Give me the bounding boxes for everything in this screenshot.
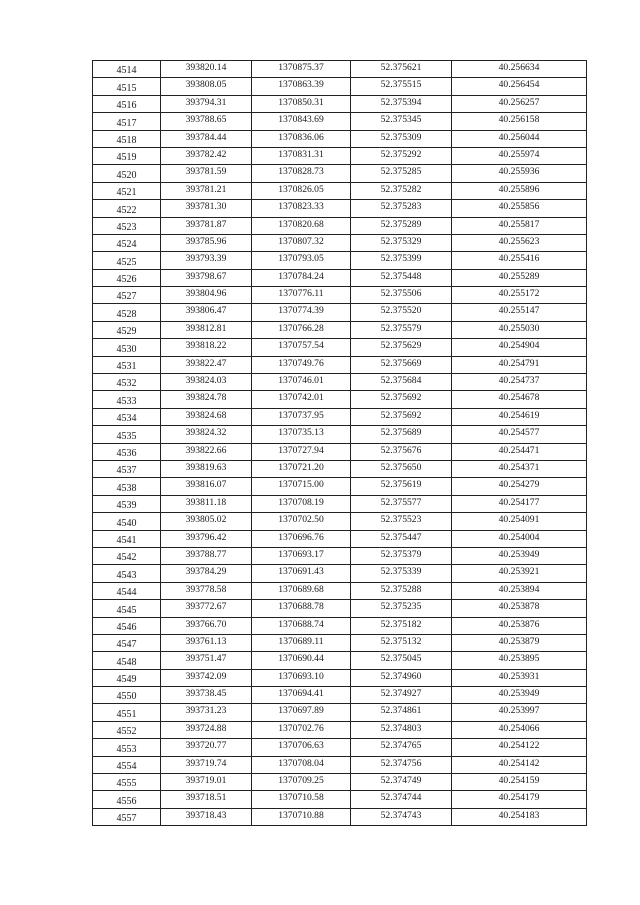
longitude-cell: 40.253895 [452, 652, 587, 669]
longitude-cell: 40.253876 [452, 617, 587, 634]
point-number-cell: 4523 [93, 217, 161, 234]
y-coordinate-cell: 1370721.20 [252, 460, 351, 477]
x-coordinate-cell: 393784.44 [161, 130, 252, 147]
y-coordinate-cell: 1370735.13 [252, 426, 351, 443]
table-row [93, 443, 587, 460]
x-coordinate-cell: 393796.42 [161, 530, 252, 547]
table-row [93, 78, 587, 95]
latitude-cell: 52.374960 [351, 669, 452, 686]
longitude-cell: 40.254791 [452, 356, 587, 373]
table-row [93, 287, 587, 304]
point-number-cell: 4533 [93, 391, 161, 408]
point-number-cell: 4557 [93, 808, 161, 825]
point-number-cell: 4525 [93, 252, 161, 269]
y-coordinate-cell: 1370757.54 [252, 339, 351, 356]
y-coordinate-cell: 1370702.50 [252, 513, 351, 530]
point-number-cell: 4552 [93, 721, 161, 738]
latitude-cell: 52.375520 [351, 304, 452, 321]
latitude-cell: 52.375676 [351, 443, 452, 460]
table-row [93, 113, 587, 130]
table-row [93, 582, 587, 599]
y-coordinate-cell: 1370710.88 [252, 808, 351, 825]
y-coordinate-cell: 1370693.17 [252, 547, 351, 564]
latitude-cell: 52.374749 [351, 774, 452, 791]
y-coordinate-cell: 1370742.01 [252, 391, 351, 408]
longitude-cell: 40.255896 [452, 182, 587, 199]
x-coordinate-cell: 393719.74 [161, 756, 252, 773]
y-coordinate-cell: 1370826.05 [252, 182, 351, 199]
y-coordinate-cell: 1370688.78 [252, 600, 351, 617]
longitude-cell: 40.254066 [452, 721, 587, 738]
x-coordinate-cell: 393804.96 [161, 287, 252, 304]
latitude-cell: 52.375689 [351, 426, 452, 443]
table-row [93, 739, 587, 756]
longitude-cell: 40.255623 [452, 234, 587, 251]
latitude-cell: 52.375292 [351, 147, 452, 164]
table-row [93, 339, 587, 356]
table-row [93, 530, 587, 547]
point-number-cell: 4520 [93, 165, 161, 182]
x-coordinate-cell: 393724.88 [161, 721, 252, 738]
x-coordinate-cell: 393782.42 [161, 147, 252, 164]
table-row [93, 774, 587, 791]
table-row [93, 61, 587, 78]
latitude-cell: 52.375523 [351, 513, 452, 530]
table-row [93, 217, 587, 234]
table-row [93, 95, 587, 112]
point-number-cell: 4539 [93, 495, 161, 512]
point-number-cell: 4530 [93, 339, 161, 356]
point-number-cell: 4521 [93, 182, 161, 199]
latitude-cell: 52.375329 [351, 234, 452, 251]
longitude-cell: 40.256044 [452, 130, 587, 147]
x-coordinate-cell: 393784.29 [161, 565, 252, 582]
point-number-cell: 4554 [93, 756, 161, 773]
table-row [93, 756, 587, 773]
y-coordinate-cell: 1370708.19 [252, 495, 351, 512]
table-row [93, 130, 587, 147]
point-number-cell: 4514 [93, 61, 161, 78]
longitude-cell: 40.253894 [452, 582, 587, 599]
table-row [93, 321, 587, 338]
y-coordinate-cell: 1370807.32 [252, 234, 351, 251]
table-row [93, 304, 587, 321]
y-coordinate-cell: 1370694.41 [252, 687, 351, 704]
table-row [93, 269, 587, 286]
point-number-cell: 4529 [93, 321, 161, 338]
table-row [93, 460, 587, 477]
point-number-cell: 4541 [93, 530, 161, 547]
x-coordinate-cell: 393816.07 [161, 478, 252, 495]
y-coordinate-cell: 1370766.28 [252, 321, 351, 338]
x-coordinate-cell: 393720.77 [161, 739, 252, 756]
point-number-cell: 4543 [93, 565, 161, 582]
longitude-cell: 40.255974 [452, 147, 587, 164]
x-coordinate-cell: 393781.87 [161, 217, 252, 234]
longitude-cell: 40.253997 [452, 704, 587, 721]
latitude-cell: 52.375282 [351, 182, 452, 199]
x-coordinate-cell: 393824.78 [161, 391, 252, 408]
y-coordinate-cell: 1370689.11 [252, 634, 351, 651]
x-coordinate-cell: 393772.67 [161, 600, 252, 617]
latitude-cell: 52.375669 [351, 356, 452, 373]
longitude-cell: 40.254091 [452, 513, 587, 530]
y-coordinate-cell: 1370850.31 [252, 95, 351, 112]
x-coordinate-cell: 393798.67 [161, 269, 252, 286]
x-coordinate-cell: 393808.05 [161, 78, 252, 95]
latitude-cell: 52.375619 [351, 478, 452, 495]
latitude-cell: 52.375394 [351, 95, 452, 112]
y-coordinate-cell: 1370774.39 [252, 304, 351, 321]
x-coordinate-cell: 393781.59 [161, 165, 252, 182]
table-row [93, 356, 587, 373]
y-coordinate-cell: 1370776.11 [252, 287, 351, 304]
latitude-cell: 52.375448 [351, 269, 452, 286]
coordinates-table [92, 60, 587, 826]
x-coordinate-cell: 393793.39 [161, 252, 252, 269]
x-coordinate-cell: 393824.03 [161, 374, 252, 391]
y-coordinate-cell: 1370696.76 [252, 530, 351, 547]
y-coordinate-cell: 1370708.04 [252, 756, 351, 773]
latitude-cell: 52.375515 [351, 78, 452, 95]
longitude-cell: 40.254183 [452, 808, 587, 825]
point-number-cell: 4550 [93, 687, 161, 704]
x-coordinate-cell: 393820.14 [161, 61, 252, 78]
x-coordinate-cell: 393822.66 [161, 443, 252, 460]
table-row [93, 808, 587, 825]
x-coordinate-cell: 393766.70 [161, 617, 252, 634]
point-number-cell: 4551 [93, 704, 161, 721]
point-number-cell: 4544 [93, 582, 161, 599]
latitude-cell: 52.374861 [351, 704, 452, 721]
y-coordinate-cell: 1370784.24 [252, 269, 351, 286]
longitude-cell: 40.255289 [452, 269, 587, 286]
x-coordinate-cell: 393718.51 [161, 791, 252, 808]
latitude-cell: 52.375621 [351, 61, 452, 78]
x-coordinate-cell: 393788.77 [161, 547, 252, 564]
point-number-cell: 4516 [93, 95, 161, 112]
longitude-cell: 40.254904 [452, 339, 587, 356]
y-coordinate-cell: 1370828.73 [252, 165, 351, 182]
point-number-cell: 4536 [93, 443, 161, 460]
point-number-cell: 4547 [93, 634, 161, 651]
table-row [93, 234, 587, 251]
y-coordinate-cell: 1370737.95 [252, 408, 351, 425]
longitude-cell: 40.253931 [452, 669, 587, 686]
x-coordinate-cell: 393794.31 [161, 95, 252, 112]
x-coordinate-cell: 393781.21 [161, 182, 252, 199]
table-row [93, 147, 587, 164]
latitude-cell: 52.375579 [351, 321, 452, 338]
point-number-cell: 4553 [93, 739, 161, 756]
y-coordinate-cell: 1370727.94 [252, 443, 351, 460]
longitude-cell: 40.256158 [452, 113, 587, 130]
latitude-cell: 52.374743 [351, 808, 452, 825]
x-coordinate-cell: 393822.47 [161, 356, 252, 373]
latitude-cell: 52.375045 [351, 652, 452, 669]
longitude-cell: 40.254471 [452, 443, 587, 460]
longitude-cell: 40.254122 [452, 739, 587, 756]
coordinates-table-body [93, 61, 587, 826]
y-coordinate-cell: 1370691.43 [252, 565, 351, 582]
point-number-cell: 4545 [93, 600, 161, 617]
longitude-cell: 40.253949 [452, 547, 587, 564]
longitude-cell: 40.254279 [452, 478, 587, 495]
latitude-cell: 52.375289 [351, 217, 452, 234]
longitude-cell: 40.254371 [452, 460, 587, 477]
table-row [93, 652, 587, 669]
y-coordinate-cell: 1370793.05 [252, 252, 351, 269]
latitude-cell: 52.375577 [351, 495, 452, 512]
x-coordinate-cell: 393718.43 [161, 808, 252, 825]
latitude-cell: 52.375182 [351, 617, 452, 634]
table-row [93, 495, 587, 512]
latitude-cell: 52.375285 [351, 165, 452, 182]
latitude-cell: 52.375692 [351, 391, 452, 408]
y-coordinate-cell: 1370820.68 [252, 217, 351, 234]
y-coordinate-cell: 1370689.68 [252, 582, 351, 599]
point-number-cell: 4524 [93, 234, 161, 251]
table-row [93, 426, 587, 443]
table-row [93, 600, 587, 617]
longitude-cell: 40.253949 [452, 687, 587, 704]
table-row [93, 617, 587, 634]
y-coordinate-cell: 1370710.58 [252, 791, 351, 808]
longitude-cell: 40.253921 [452, 565, 587, 582]
x-coordinate-cell: 393778.58 [161, 582, 252, 599]
longitude-cell: 40.255817 [452, 217, 587, 234]
x-coordinate-cell: 393812.81 [161, 321, 252, 338]
y-coordinate-cell: 1370823.33 [252, 200, 351, 217]
longitude-cell: 40.254577 [452, 426, 587, 443]
table-row [93, 721, 587, 738]
x-coordinate-cell: 393824.68 [161, 408, 252, 425]
x-coordinate-cell: 393731.23 [161, 704, 252, 721]
table-row [93, 669, 587, 686]
table-row [93, 182, 587, 199]
table-row [93, 704, 587, 721]
latitude-cell: 52.375339 [351, 565, 452, 582]
point-number-cell: 4531 [93, 356, 161, 373]
point-number-cell: 4518 [93, 130, 161, 147]
y-coordinate-cell: 1370702.76 [252, 721, 351, 738]
x-coordinate-cell: 393761.13 [161, 634, 252, 651]
longitude-cell: 40.253878 [452, 600, 587, 617]
latitude-cell: 52.374756 [351, 756, 452, 773]
point-number-cell: 4537 [93, 460, 161, 477]
table-row [93, 547, 587, 564]
longitude-cell: 40.255030 [452, 321, 587, 338]
longitude-cell: 40.255856 [452, 200, 587, 217]
x-coordinate-cell: 393742.09 [161, 669, 252, 686]
latitude-cell: 52.375288 [351, 582, 452, 599]
point-number-cell: 4548 [93, 652, 161, 669]
table-row [93, 478, 587, 495]
point-number-cell: 4522 [93, 200, 161, 217]
point-number-cell: 4527 [93, 287, 161, 304]
longitude-cell: 40.254619 [452, 408, 587, 425]
point-number-cell: 4549 [93, 669, 161, 686]
x-coordinate-cell: 393805.02 [161, 513, 252, 530]
point-number-cell: 4555 [93, 774, 161, 791]
table-row [93, 634, 587, 651]
x-coordinate-cell: 393811.18 [161, 495, 252, 512]
point-number-cell: 4528 [93, 304, 161, 321]
longitude-cell: 40.254179 [452, 791, 587, 808]
latitude-cell: 52.375629 [351, 339, 452, 356]
table-row [93, 200, 587, 217]
longitude-cell: 40.254159 [452, 774, 587, 791]
x-coordinate-cell: 393785.96 [161, 234, 252, 251]
latitude-cell: 52.375379 [351, 547, 452, 564]
table-row [93, 374, 587, 391]
longitude-cell: 40.254678 [452, 391, 587, 408]
x-coordinate-cell: 393788.65 [161, 113, 252, 130]
x-coordinate-cell: 393824.32 [161, 426, 252, 443]
point-number-cell: 4526 [93, 269, 161, 286]
table-row [93, 687, 587, 704]
latitude-cell: 52.375506 [351, 287, 452, 304]
x-coordinate-cell: 393819.63 [161, 460, 252, 477]
table-row [93, 408, 587, 425]
latitude-cell: 52.375447 [351, 530, 452, 547]
y-coordinate-cell: 1370706.63 [252, 739, 351, 756]
y-coordinate-cell: 1370709.25 [252, 774, 351, 791]
y-coordinate-cell: 1370831.31 [252, 147, 351, 164]
point-number-cell: 4515 [93, 78, 161, 95]
y-coordinate-cell: 1370843.69 [252, 113, 351, 130]
x-coordinate-cell: 393751.47 [161, 652, 252, 669]
point-number-cell: 4542 [93, 547, 161, 564]
latitude-cell: 52.375692 [351, 408, 452, 425]
point-number-cell: 4556 [93, 791, 161, 808]
y-coordinate-cell: 1370715.00 [252, 478, 351, 495]
table-row [93, 252, 587, 269]
x-coordinate-cell: 393719.01 [161, 774, 252, 791]
point-number-cell: 4535 [93, 426, 161, 443]
point-number-cell: 4534 [93, 408, 161, 425]
x-coordinate-cell: 393806.47 [161, 304, 252, 321]
latitude-cell: 52.375283 [351, 200, 452, 217]
latitude-cell: 52.375309 [351, 130, 452, 147]
table-row [93, 391, 587, 408]
y-coordinate-cell: 1370690.44 [252, 652, 351, 669]
longitude-cell: 40.254737 [452, 374, 587, 391]
latitude-cell: 52.374803 [351, 721, 452, 738]
y-coordinate-cell: 1370697.89 [252, 704, 351, 721]
point-number-cell: 4538 [93, 478, 161, 495]
longitude-cell: 40.255416 [452, 252, 587, 269]
latitude-cell: 52.375235 [351, 600, 452, 617]
longitude-cell: 40.255936 [452, 165, 587, 182]
table-row [93, 513, 587, 530]
x-coordinate-cell: 393781.30 [161, 200, 252, 217]
latitude-cell: 52.375345 [351, 113, 452, 130]
longitude-cell: 40.256454 [452, 78, 587, 95]
y-coordinate-cell: 1370693.10 [252, 669, 351, 686]
longitude-cell: 40.255172 [452, 287, 587, 304]
y-coordinate-cell: 1370749.76 [252, 356, 351, 373]
x-coordinate-cell: 393738.45 [161, 687, 252, 704]
longitude-cell: 40.255147 [452, 304, 587, 321]
point-number-cell: 4519 [93, 147, 161, 164]
point-number-cell: 4540 [93, 513, 161, 530]
longitude-cell: 40.253879 [452, 634, 587, 651]
table-row [93, 565, 587, 582]
point-number-cell: 4532 [93, 374, 161, 391]
latitude-cell: 52.374765 [351, 739, 452, 756]
y-coordinate-cell: 1370836.06 [252, 130, 351, 147]
longitude-cell: 40.256257 [452, 95, 587, 112]
latitude-cell: 52.375399 [351, 252, 452, 269]
longitude-cell: 40.256634 [452, 61, 587, 78]
point-number-cell: 4517 [93, 113, 161, 130]
y-coordinate-cell: 1370746.01 [252, 374, 351, 391]
table-row [93, 791, 587, 808]
latitude-cell: 52.375650 [351, 460, 452, 477]
y-coordinate-cell: 1370875.37 [252, 61, 351, 78]
latitude-cell: 52.375132 [351, 634, 452, 651]
latitude-cell: 52.374744 [351, 791, 452, 808]
point-number-cell: 4546 [93, 617, 161, 634]
latitude-cell: 52.375684 [351, 374, 452, 391]
longitude-cell: 40.254142 [452, 756, 587, 773]
y-coordinate-cell: 1370688.74 [252, 617, 351, 634]
latitude-cell: 52.374927 [351, 687, 452, 704]
x-coordinate-cell: 393818.22 [161, 339, 252, 356]
longitude-cell: 40.254177 [452, 495, 587, 512]
y-coordinate-cell: 1370863.39 [252, 78, 351, 95]
longitude-cell: 40.254004 [452, 530, 587, 547]
table-row [93, 165, 587, 182]
